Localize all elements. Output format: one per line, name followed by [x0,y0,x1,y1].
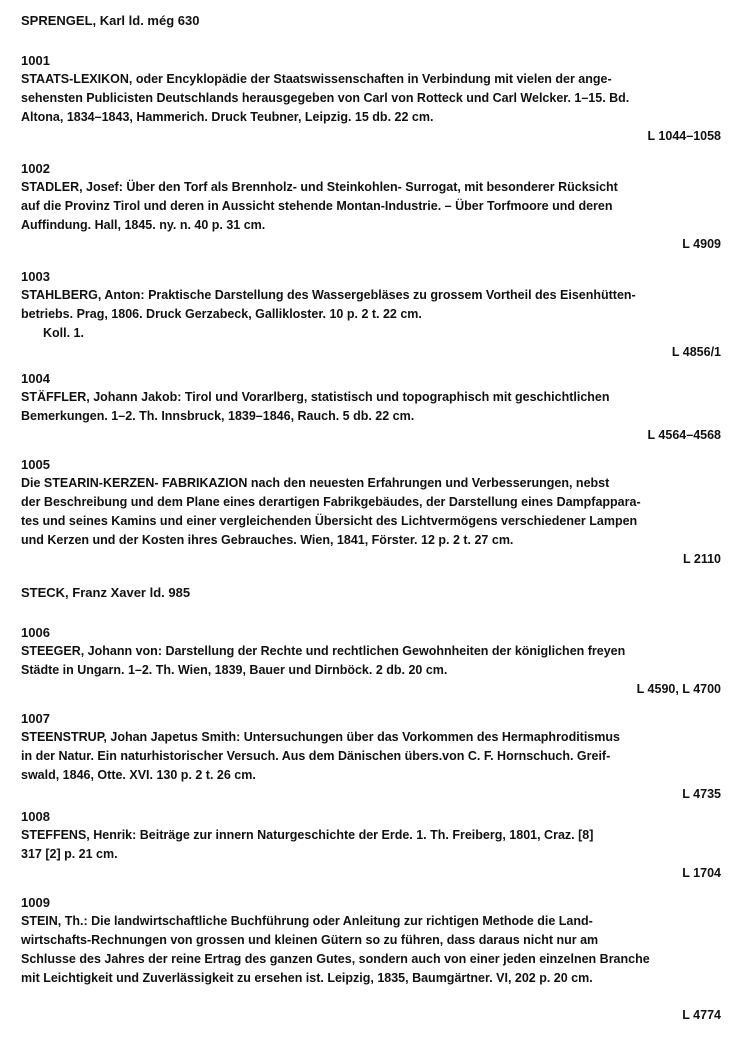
shelfmark: L 1044–1058 [647,129,721,143]
shelfmark: L 4774 [682,1008,721,1022]
entry-line: tes und seines Kamins und einer vergleichenden Übersicht des Lichtvermögens verschiedener Lampen [21,514,638,528]
cross-reference-steck: STECK, Franz Xaver ld. 985 [21,585,191,600]
entry-1002 [21,160,721,254]
entry-line: Die STEARIN-KERZEN- FABRIKAZION nach den neuesten Erfahrungen und Verbesserungen, nebst [21,476,610,490]
entry-1001 [21,52,721,146]
entry-description [21,642,721,680]
entry-description [21,286,721,343]
entry-1009 [21,894,721,1025]
entry-number: 1001 [21,53,50,68]
shelfmark: L 4856/1 [671,345,721,359]
entry-line: in der Natur. Ein naturhistorischer Versuch. Aus dem Dänischen übers.von C. F. Hornschuch. Greif- [21,749,611,763]
entry-description [21,178,721,235]
entry-line: STADLER, Josef: Über den Torf als Brennholz- und Steinkohlen- Surrogat, mit besonderer Rücksicht [21,180,618,194]
entry-number: 1004 [21,371,50,386]
shelfmark: L 4735 [682,787,721,801]
entry-1003 [21,268,721,362]
entry-number: 1009 [21,895,50,910]
entry-line: STEIN, Th.: Die landwirtschaftliche Buchführung oder Anleitung zur richtigen Methode die Land- [21,914,593,928]
entry-line: auf die Provinz Tirol und deren in Aussicht stehende Montan-Industrie. – Über Torfmoore und deren [21,199,613,213]
entry-1008 [21,808,721,883]
entry-line: Bemerkungen. 1–2. Th. Innsbruck, 1839–1846, Rauch. 5 db. 22 cm. [21,409,415,423]
entry-description [21,728,721,785]
entry-line: Auffindung. Hall, 1845. ny. n. 40 p. 31 cm. [21,218,266,232]
entry-line: der Beschreibung und dem Plane eines derartigen Fabrikgebäudes, der Darstellung eines Dampfappara- [21,495,641,509]
entry-line: Altona, 1834–1843, Hammerich. Druck Teubner, Leipzig. 15 db. 22 cm. [21,110,434,124]
entry-line: und Kerzen und der Kosten ihres Gebrauches. Wien, 1841, Förster. 12 p. 2 t. 27 cm. [21,533,514,547]
entry-line: sehensten Publicisten Deutschlands herausgegeben von Carl von Rotteck und Carl Welcker. 1–15. Bd. [21,91,630,105]
cross-reference-sprengel: SPRENGEL, Karl ld. még 630 [21,13,200,28]
entry-line: STAHLBERG, Anton: Praktische Darstellung des Wassergebläses zu grossem Vortheil des Eisenhütten- [21,288,636,302]
entry-line: STAATS-LEXIKON, oder Encyklopädie der Staatswissenschaften in Verbindung mit vielen der ange- [21,72,612,86]
entry-line: STÄFFLER, Johann Jakob: Tirol und Vorarlberg, statistisch und topographisch mit geschichtlichen [21,390,610,404]
entry-line: STEEGER, Johann von: Darstellung der Rechte und rechtlichen Gewohnheiten der königlichen freyen [21,644,626,658]
entry-number: 1003 [21,269,50,284]
shelfmark: L 1704 [682,866,721,880]
shelfmark: L 4590, L 4700 [636,682,721,696]
entry-description [21,474,721,550]
shelfmark: L 4564–4568 [647,428,721,442]
shelfmark: L 4909 [682,237,721,251]
collection-note: Koll. 1. [43,326,84,340]
entry-1005 [21,456,721,569]
entry-line: STEENSTRUP, Johan Japetus Smith: Untersuchungen über das Vorkommen des Hermaphroditismus [21,730,620,744]
entry-line: Städte in Ungarn. 1–2. Th. Wien, 1839, Bauer und Dirnböck. 2 db. 20 cm. [21,663,448,677]
entry-number: 1008 [21,809,50,824]
entry-description [21,70,721,127]
entry-description [21,912,721,988]
entry-line: Schlusse des Jahres der reine Ertrag des ganzen Gutes, sondern auch von einer jeden einzelnen Branche [21,952,650,966]
entry-line: STEFFENS, Henrik: Beiträge zur innern Naturgeschichte der Erde. 1. Th. Freiberg, 1801, Craz. [8] [21,828,594,842]
entry-line: betriebs. Prag, 1806. Druck Gerzabeck, Gallikloster. 10 p. 2 t. 22 cm. [21,307,422,321]
shelfmark: L 2110 [682,552,721,566]
entry-number: 1007 [21,711,50,726]
entry-line: mit Leichtigkeit und Zuverlässigkeit zu ersehen ist. Leipzig, 1835, Baumgärtner. VI, 202 p. 20 cm. [21,971,593,985]
entry-1006 [21,624,721,699]
entry-1004 [21,370,721,445]
entry-number: 1002 [21,161,50,176]
entry-1007 [21,710,721,804]
entry-number: 1005 [21,457,50,472]
entry-line: swald, 1846, Otte. XVI. 130 p. 2 t. 26 cm. [21,768,256,782]
entry-description [21,826,721,864]
entry-line: 317 [2] p. 21 cm. [21,847,118,861]
entry-line: wirtschafts-Rechnungen von grossen und kleinen Gütern so zu führen, dass daraus nicht nur am [21,933,599,947]
entry-description [21,388,721,426]
entry-number: 1006 [21,625,50,640]
